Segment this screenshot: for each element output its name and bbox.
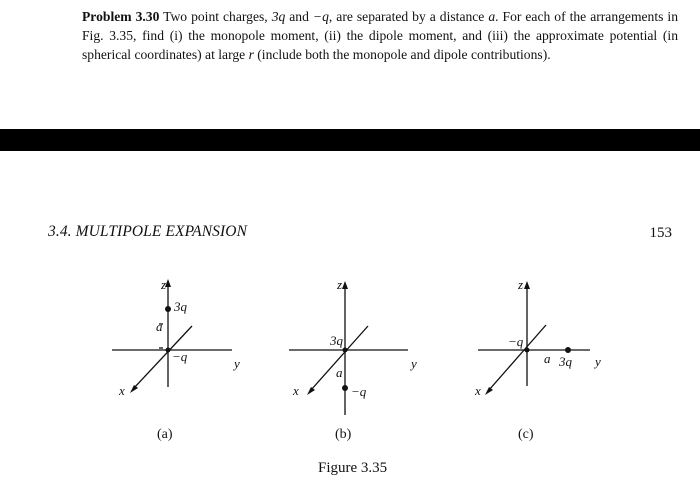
panel-a-z-label: z xyxy=(161,277,167,292)
problem-text: , are separated by a distance xyxy=(328,9,489,24)
panel-c-charge-3q-dot xyxy=(565,347,571,353)
panel-b-charge-bottom-label: −q xyxy=(351,384,367,399)
arrowhead xyxy=(485,387,493,395)
panel-b-caption: (b) xyxy=(335,427,352,442)
problem-number: Problem 3.30 xyxy=(82,9,160,24)
figure-caption: Figure 3.35 xyxy=(318,460,388,476)
panel-b-charge-3q-dot xyxy=(343,348,348,353)
problem-text: and xyxy=(285,9,313,24)
panel-a-charge-top-label: 3q xyxy=(174,299,187,314)
arrowhead xyxy=(342,281,348,289)
charge-3q: 3q xyxy=(271,9,286,24)
panel-c-axes xyxy=(478,287,590,390)
panel-a-charge-3q-dot xyxy=(165,306,171,312)
panel-a-axes xyxy=(112,285,232,388)
problem-text: (include both the monopole and dipole contributions). xyxy=(253,47,551,63)
panel-c-charge-neg-q-dot xyxy=(525,348,530,353)
panel-c-z-label: z xyxy=(518,277,524,292)
panel-a-x-label: x xyxy=(119,383,125,398)
page-number: 153 xyxy=(649,225,672,241)
panel-c-charge-origin-label: −q xyxy=(508,334,524,349)
problem-text: . For each of the arrangements in Fig. 3.35, find (i) the monopole moment, (ii) the dipole moment, and (iii) the approximate potential (in spherical coordinates) at large xyxy=(82,9,678,63)
distance-a: a xyxy=(488,9,496,24)
panel-a-caption: (a) xyxy=(157,427,173,442)
panel-a-y-label: y xyxy=(234,356,240,371)
running-head: 3.4. MULTIPOLE EXPANSION xyxy=(48,223,248,240)
panel-b-z-label: z xyxy=(337,277,343,292)
panel-b-charge-neg-q-dot xyxy=(342,385,348,391)
radius-r: r xyxy=(248,47,254,63)
arrowhead xyxy=(524,281,530,289)
panel-c-distance-label: a xyxy=(544,351,551,366)
charge-neg-q: −q xyxy=(312,9,329,24)
panel-b-distance-label: a xyxy=(336,365,343,380)
panel-b-x-label: x xyxy=(293,383,299,398)
panel-c-caption: (c) xyxy=(518,427,534,442)
panel-a-distance-label: a xyxy=(156,319,163,334)
arrowhead xyxy=(130,385,138,393)
panel-b-charge-top-label: 3q xyxy=(330,333,343,348)
panel-b-y-label: y xyxy=(411,356,417,371)
panel-c-x-label: x xyxy=(475,383,481,398)
panel-a-charge-neg-q-dot xyxy=(166,348,171,353)
panel-c-y-label: y xyxy=(595,354,601,369)
panel-b-axes xyxy=(289,287,408,415)
panel-c-charge-right-label: 3q xyxy=(559,354,572,369)
problem-text: Two point charges, xyxy=(159,9,272,24)
panel-a-charge-origin-label: −q xyxy=(172,349,188,364)
arrowhead xyxy=(307,387,315,395)
